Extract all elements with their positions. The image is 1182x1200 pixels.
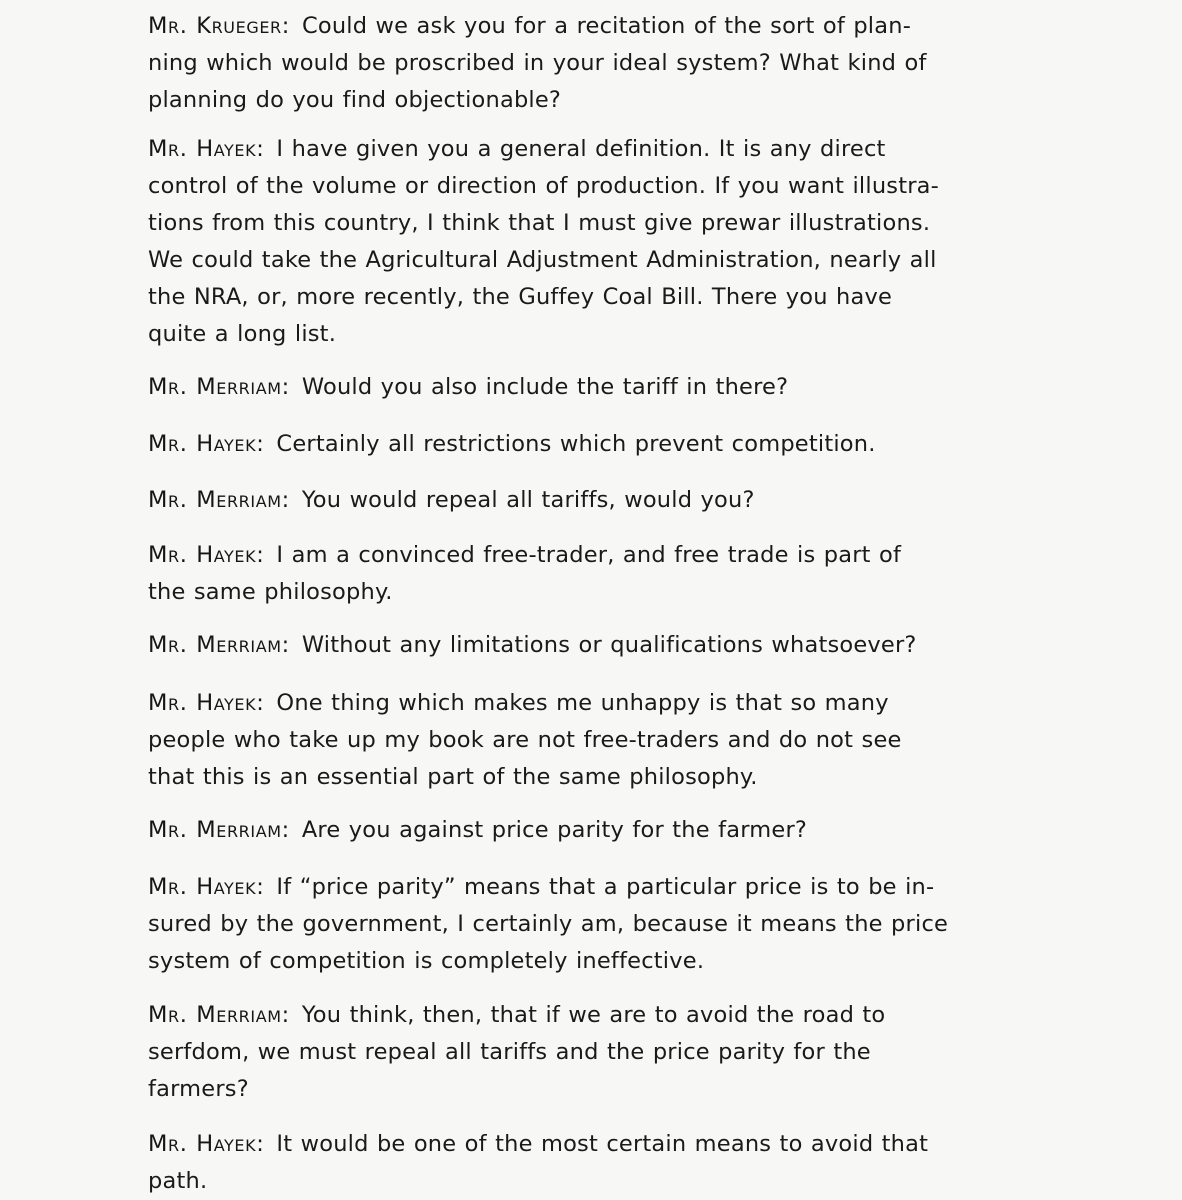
text-line: control of the volume or direction of production. If you want illustra- xyxy=(148,173,939,199)
speaker-label: Mr. Hayek: xyxy=(148,1131,265,1157)
text-line xyxy=(148,812,1018,849)
text-line: quite a long list. xyxy=(148,321,337,347)
speech-text: You would repeal all tariffs, would you? xyxy=(301,487,755,513)
text-line: ning which would be proscribed in your ideal system? What kind of xyxy=(148,50,927,76)
speaker-label: Mr. Hayek: xyxy=(148,431,265,457)
text-line: the same philosophy. xyxy=(148,579,393,605)
text-line xyxy=(148,537,1018,574)
speech-text: I am a convinced free-trader, and free trade is part of xyxy=(276,542,902,568)
text-line: planning do you find objectionable? xyxy=(148,87,562,113)
speaker-label: Mr. Merriam: xyxy=(148,487,290,513)
exchange-hayek-6 xyxy=(148,1126,1018,1200)
exchange-hayek-1 xyxy=(148,131,1018,353)
text-line xyxy=(148,426,1018,463)
text-line: path. xyxy=(148,1168,208,1194)
exchange-merriam-1 xyxy=(148,369,1018,406)
speaker-label: Mr. Hayek: xyxy=(148,874,265,900)
speech-text: Could we ask you for a recitation of the sort of plan- xyxy=(301,13,912,39)
text-line: farmers? xyxy=(148,1076,249,1102)
speech-text: If “price parity” means that a particular price is to be in- xyxy=(276,874,935,900)
text-line: that this is an essential part of the same philosophy. xyxy=(148,764,758,790)
exchange-merriam-4 xyxy=(148,812,1018,849)
text-line: system of competition is completely ineffective. xyxy=(148,948,705,974)
speech-text: One thing which makes me unhappy is that so many xyxy=(276,690,889,716)
speaker-label: Mr. Merriam: xyxy=(148,817,290,843)
speaker-label: Mr. Krueger: xyxy=(148,13,290,39)
exchange-hayek-3 xyxy=(148,537,1018,611)
speech-text: It would be one of the most certain means to avoid that xyxy=(276,1131,929,1157)
speech-text: I have given you a general definition. It is any direct xyxy=(276,136,886,162)
exchange-merriam-3 xyxy=(148,627,1018,664)
text-line xyxy=(148,8,1018,45)
text-line xyxy=(148,997,1018,1034)
text-line: tions from this country, I think that I must give prewar illustrations. xyxy=(148,210,931,236)
speaker-label: Mr. Hayek: xyxy=(148,136,265,162)
speech-text: Would you also include the tariff in there? xyxy=(301,374,789,400)
speech-text: Are you against price parity for the farmer? xyxy=(301,817,808,843)
speaker-label: Mr. Merriam: xyxy=(148,374,290,400)
text-line xyxy=(148,869,1018,906)
speaker-label: Mr. Hayek: xyxy=(148,542,265,568)
text-line xyxy=(148,482,1018,519)
exchange-hayek-4 xyxy=(148,685,1018,796)
exchange-krueger-1 xyxy=(148,8,1018,119)
text-line xyxy=(148,1126,1018,1163)
exchange-merriam-2 xyxy=(148,482,1018,519)
speaker-label: Mr. Hayek: xyxy=(148,690,265,716)
text-line xyxy=(148,369,1018,406)
text-line: the NRA, or, more recently, the Guffey Coal Bill. There you have xyxy=(148,284,893,310)
speech-text: Certainly all restrictions which prevent competition. xyxy=(276,431,876,457)
text-line xyxy=(148,131,1018,168)
exchange-merriam-5 xyxy=(148,997,1018,1108)
text-line: We could take the Agricultural Adjustment Administration, nearly all xyxy=(148,247,937,273)
text-line: sured by the government, I certainly am, because it means the price xyxy=(148,911,949,937)
speaker-label: Mr. Merriam: xyxy=(148,632,290,658)
speaker-label: Mr. Merriam: xyxy=(148,1002,290,1028)
speech-text: You think, then, that if we are to avoid the road to xyxy=(301,1002,886,1028)
exchange-hayek-5 xyxy=(148,869,1018,980)
exchange-hayek-2 xyxy=(148,426,1018,463)
speech-text: Without any limitations or qualifications whatsoever? xyxy=(301,632,917,658)
text-line xyxy=(148,627,1018,664)
text-line: serfdom, we must repeal all tariffs and the price parity for the xyxy=(148,1039,871,1065)
text-line xyxy=(148,685,1018,722)
text-line: people who take up my book are not free-traders and do not see xyxy=(148,727,902,753)
